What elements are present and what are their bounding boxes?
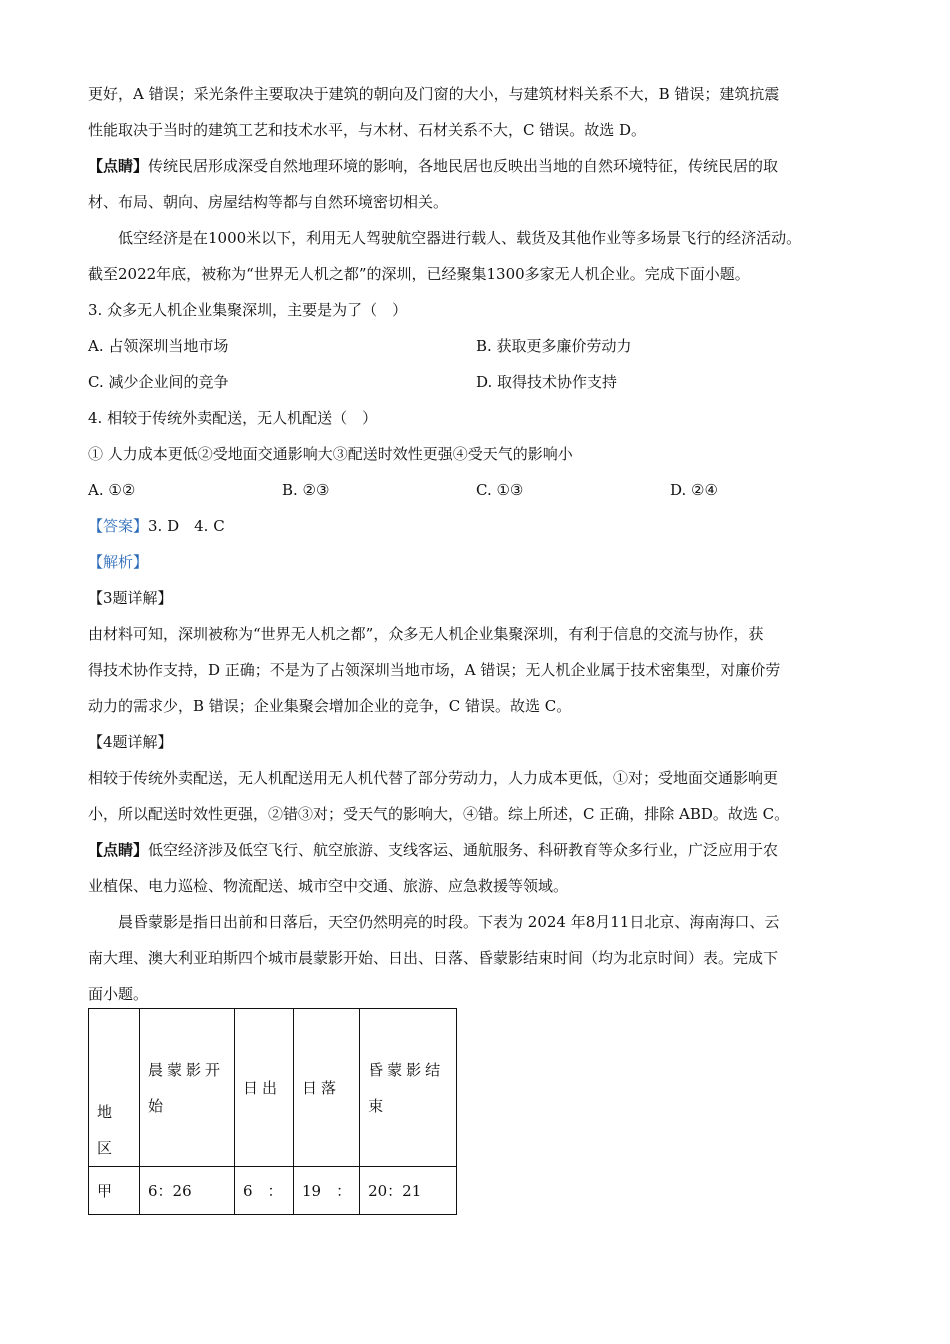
question-3-options-row — [88, 364, 868, 400]
analysis-line — [88, 544, 868, 580]
question-3-stem: 3. 众多无人机企业集聚深圳，主要是为了（ ） — [88, 301, 408, 319]
material-line: 截至2022年底，被称为“世界无人机之都”的深圳，已经聚集1300多家无人机企业。完成下面小题。 — [88, 265, 750, 283]
q4-detail-line: 相较于传统外卖配送，无人机配送用无人机代替了部分劳动力，人力成本更低，①对；受地面交通影响更 — [88, 769, 779, 787]
tip-text: 低空经济涉及低空飞行、航空旅游、支线客运、通航服务、科研教育等众多行业，广泛应用于农 — [148, 841, 779, 859]
question-4-stem: 4. 相较于传统外卖配送，无人机配送（ ） — [88, 409, 378, 427]
tip-paragraph — [88, 832, 868, 868]
text-line: 性能取决于当时的建筑工艺和技术水平，与木材、石材关系不大，C 错误。故选 D。 — [88, 121, 647, 139]
q4-detail-heading: 【4题详解】 — [88, 733, 173, 751]
option-d: D. 取得技术协作支持 — [476, 373, 618, 391]
header-region: 地区 — [89, 1009, 140, 1167]
analysis-label: 【解析】 — [88, 553, 149, 571]
header-sunrise: 日出 — [235, 1009, 294, 1167]
answer-text: 3. D 4. C — [148, 517, 225, 535]
material-line: 南大理、澳大利亚珀斯四个城市晨蒙影开始、日出、日落、昏蒙影结束时间（均为北京时间）表。完成下 — [88, 949, 779, 967]
option-d: D. ②④ — [670, 481, 718, 499]
cell-region: 甲 — [89, 1167, 140, 1215]
material-line: 低空经济是在1000米以下，利用无人驾驶航空器进行载人、载货及其他作业等多场景飞行的经济活动。 — [118, 229, 802, 247]
cell-dusk-end: 20：21 — [360, 1167, 457, 1215]
answer-line — [88, 508, 868, 544]
option-b: B. ②③ — [282, 481, 330, 499]
cell-sunset: 19 ： — [294, 1167, 360, 1215]
question-4-statements: ① 人力成本更低②受地面交通影响大③配送时效性更强④受天气的影响小 — [88, 445, 573, 463]
twilight-table — [88, 1008, 457, 1215]
option-b: B. 获取更多廉价劳动力 — [476, 337, 632, 355]
question-4-options-row — [88, 472, 868, 508]
cell-sunrise: 6 ： — [235, 1167, 294, 1215]
document-body — [88, 76, 868, 1012]
tip-label: 【点睛】 — [88, 841, 149, 859]
option-a: A. ①② — [88, 481, 136, 499]
table-header-row — [89, 1009, 457, 1167]
header-dawn-start: 晨蒙影开始 — [140, 1009, 235, 1167]
q3-detail-line: 得技术协作支持，D 正确；不是为了占领深圳当地市场，A 错误；无人机企业属于技术密集型，对廉价劳 — [88, 661, 781, 679]
q3-detail-line: 动力的需求少，B 错误；企业集聚会增加企业的竞争，C 错误。故选 C。 — [88, 697, 572, 715]
q3-detail-heading: 【3题详解】 — [88, 589, 173, 607]
option-c: C. 减少企业间的竞争 — [88, 373, 229, 391]
tip-label: 【点睛】 — [88, 157, 149, 175]
header-sunset: 日落 — [294, 1009, 360, 1167]
q4-detail-line: 小，所以配送时效性更强，②错③对；受天气的影响大，④错。综上所述，C 正确，排除 ABD。故选 C。 — [88, 805, 790, 823]
tip-paragraph — [88, 148, 868, 184]
tip-text: 传统民居形成深受自然地理环境的影响，各地民居也反映出当地的自然环境特征，传统民居的取 — [148, 157, 779, 175]
tip-text-line: 材、布局、朝向、房屋结构等都与自然环境密切相关。 — [88, 193, 449, 211]
cell-dawn-start: 6：26 — [140, 1167, 235, 1215]
text-line: 更好，A 错误；采光条件主要取决于建筑的朝向及门窗的大小，与建筑材料关系不大，B 错误；建筑抗震 — [88, 85, 780, 103]
material-line: 面小题。 — [88, 985, 149, 1003]
tip-text-line: 业植保、电力巡检、物流配送、城市空中交通、旅游、应急救援等领域。 — [88, 877, 569, 895]
table-row — [89, 1167, 457, 1215]
material-line: 晨昏蒙影是指日出前和日落后，天空仍然明亮的时段。下表为 2024 年8月11日北京、海南海口、云 — [118, 913, 780, 931]
option-c: C. ①③ — [476, 481, 524, 499]
question-3-options-row — [88, 328, 868, 364]
answer-label: 【答案】 — [88, 517, 149, 535]
option-a: A. 占领深圳当地市场 — [88, 337, 229, 355]
q3-detail-line: 由材料可知，深圳被称为“世界无人机之都”，众多无人机企业集聚深圳，有利于信息的交流与协作，获 — [88, 625, 764, 643]
header-dusk-end: 昏蒙影结束 — [360, 1009, 457, 1167]
